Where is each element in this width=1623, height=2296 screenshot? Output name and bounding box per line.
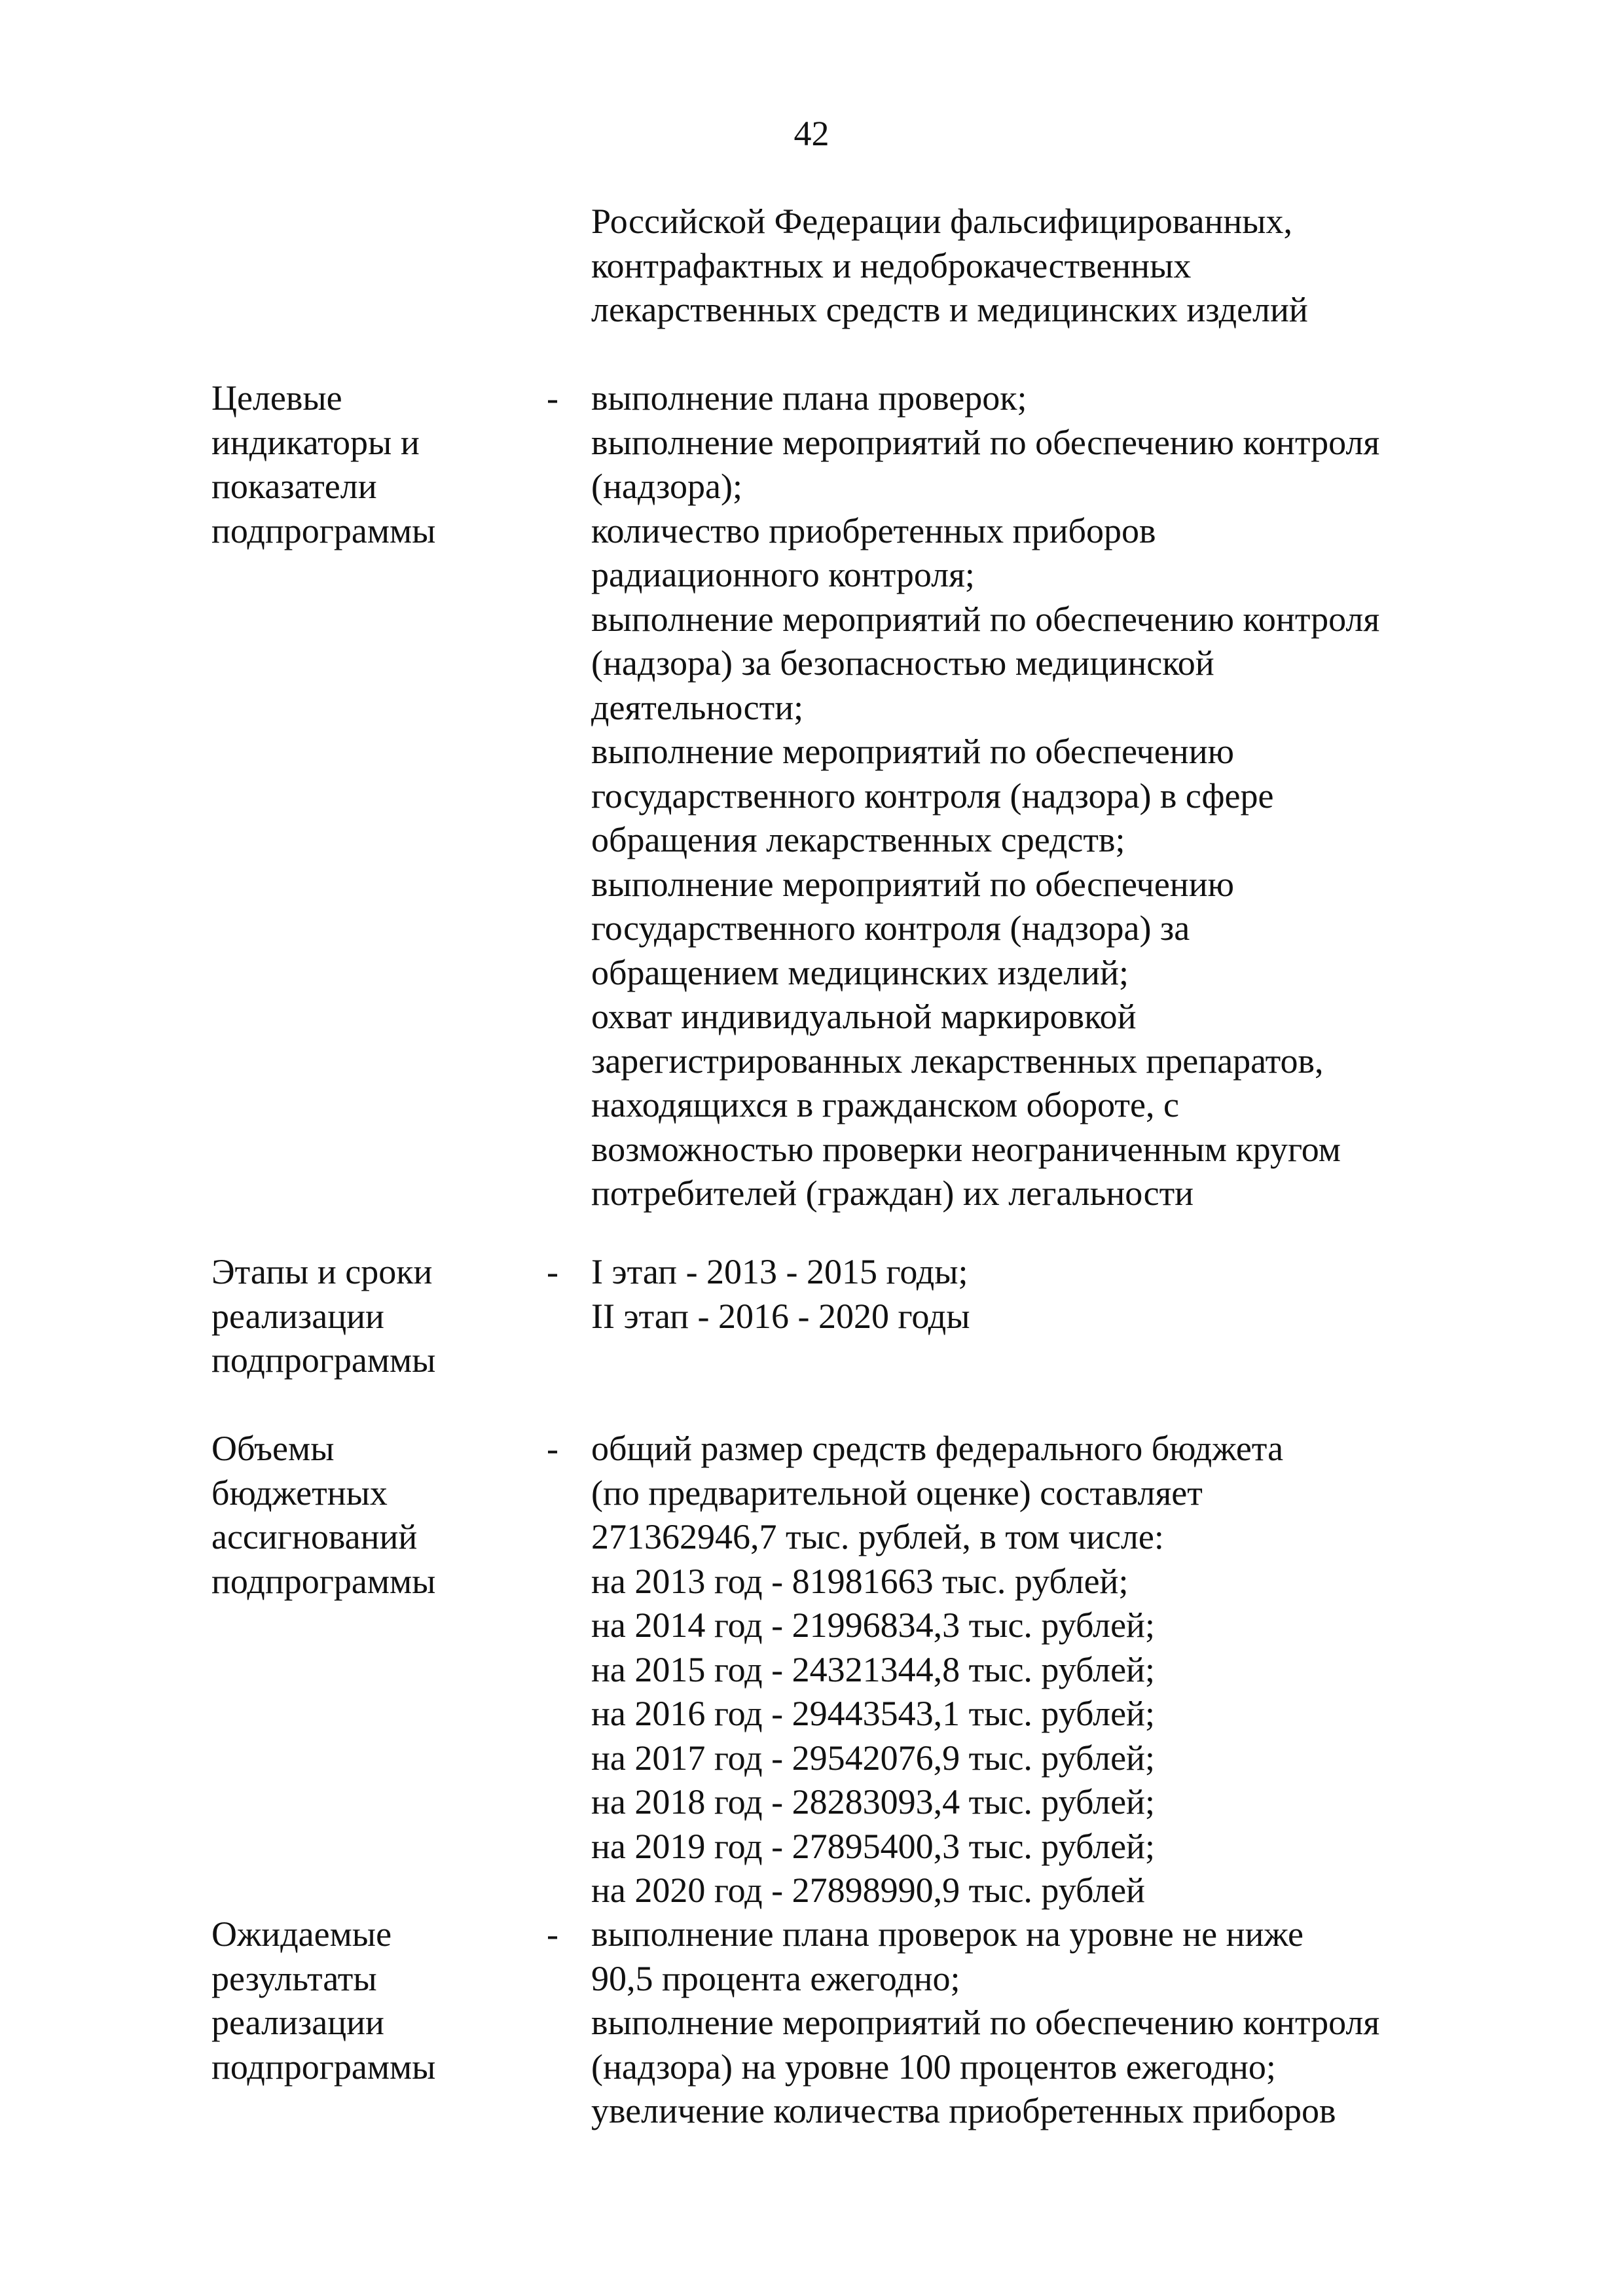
text-line: на 2015 год - 24321344,8 тыс. рублей;	[591, 1649, 1155, 1689]
text-line: (по предварительной оценке) составляет	[591, 1473, 1203, 1513]
text-line: радиационного контроля;	[591, 555, 975, 594]
text-line: на 2019 год - 27895400,3 тыс. рублей;	[591, 1826, 1155, 1866]
label-line: бюджетных	[211, 1473, 388, 1513]
label-line: Целевые	[211, 378, 342, 418]
row-value-results	[591, 1912, 1482, 2134]
text-line: на 2020 год - 27898990,9 тыс. рублей	[591, 1871, 1145, 1910]
row-dash: -	[547, 1429, 558, 1468]
label-line: подпрограммы	[211, 2047, 436, 2087]
continuation-text	[591, 200, 1482, 332]
text-line: общий размер средств федерального бюджета	[591, 1429, 1284, 1468]
row-label-budget	[211, 1427, 526, 1604]
label-line: подпрограммы	[211, 1561, 436, 1601]
label-line: показатели	[211, 467, 377, 506]
text-line: (надзора) за безопасностью медицинской	[591, 643, 1214, 683]
text-line: выполнение мероприятий по обеспечению контроля	[591, 422, 1380, 462]
text-line: обращения лекарственных средств;	[591, 820, 1125, 859]
row-value-budget	[591, 1427, 1482, 1913]
label-line: Объемы	[211, 1429, 335, 1468]
text-line: возможностью проверки неограниченным кругом	[591, 1129, 1341, 1169]
text-line: на 2014 год - 21996834,3 тыс. рублей;	[591, 1605, 1155, 1645]
text-line: на 2017 год - 29542076,9 тыс. рублей;	[591, 1738, 1155, 1778]
text-line: контрафактных и недоброкачественных	[591, 245, 1192, 285]
row-label-indicators	[211, 376, 526, 553]
text-line: выполнение мероприятий по обеспечению	[591, 864, 1234, 904]
label-line: подпрограммы	[211, 511, 436, 550]
text-line: (надзора) на уровне 100 процентов ежегодно;	[591, 2047, 1276, 2087]
text-line: количество приобретенных приборов	[591, 511, 1156, 550]
text-line: деятельности;	[591, 687, 804, 727]
text-line: выполнение мероприятий по обеспечению	[591, 732, 1234, 771]
row-value-stages	[591, 1250, 1482, 1338]
text-line: выполнение плана проверок;	[591, 378, 1027, 418]
text-line: (надзора);	[591, 467, 742, 506]
text-line: обращением медицинских изделий;	[591, 952, 1129, 992]
page-number: 42	[793, 114, 830, 153]
text-line: II этап - 2016 - 2020 годы	[591, 1296, 970, 1336]
text-line: лекарственных средств и медицинских изделий	[591, 290, 1308, 329]
text-line: выполнение плана проверок на уровне не ниже	[591, 1914, 1304, 1954]
label-line: подпрограммы	[211, 1340, 436, 1380]
text-line: государственного контроля (надзора) за	[591, 908, 1190, 948]
label-line: индикаторы и	[211, 422, 420, 462]
text-line: 271362946,7 тыс. рублей, в том числе:	[591, 1517, 1164, 1556]
text-line: выполнение мероприятий по обеспечению контроля	[591, 2003, 1380, 2042]
text-line: I этап - 2013 - 2015 годы;	[591, 1252, 968, 1291]
text-line: государственного контроля (надзора) в сфере	[591, 776, 1274, 816]
row-label-results	[211, 1912, 526, 2089]
text-line: 90,5 процента ежегодно;	[591, 1958, 960, 1998]
label-line: Этапы и сроки	[211, 1252, 433, 1291]
label-line: реализации	[211, 1296, 384, 1336]
label-line: Ожидаемые	[211, 1914, 392, 1954]
label-line: реализации	[211, 2003, 384, 2042]
text-line: находящихся в гражданском обороте, с	[591, 1085, 1179, 1124]
text-line: потребителей (граждан) их легальности	[591, 1174, 1194, 1213]
row-dash: -	[547, 378, 558, 418]
text-line: Российской Федерации фальсифицированных,	[591, 202, 1293, 241]
text-line: выполнение мероприятий по обеспечению контроля	[591, 599, 1380, 639]
label-line: ассигнований	[211, 1517, 418, 1556]
text-line: на 2018 год - 28283093,4 тыс. рублей;	[591, 1782, 1155, 1821]
row-dash: -	[547, 1914, 558, 1954]
row-dash: -	[547, 1252, 558, 1291]
text-line: зарегистрированных лекарственных препаратов,	[591, 1041, 1324, 1081]
label-line: результаты	[211, 1958, 377, 1998]
row-value-indicators	[591, 376, 1482, 1216]
text-line: увеличение количества приобретенных приборов	[591, 2091, 1336, 2130]
text-line: охват индивидуальной маркировкой	[591, 997, 1137, 1036]
row-label-stages	[211, 1250, 526, 1383]
text-line: на 2016 год - 29443543,1 тыс. рублей;	[591, 1694, 1155, 1733]
text-line: на 2013 год - 81981663 тыс. рублей;	[591, 1561, 1129, 1601]
